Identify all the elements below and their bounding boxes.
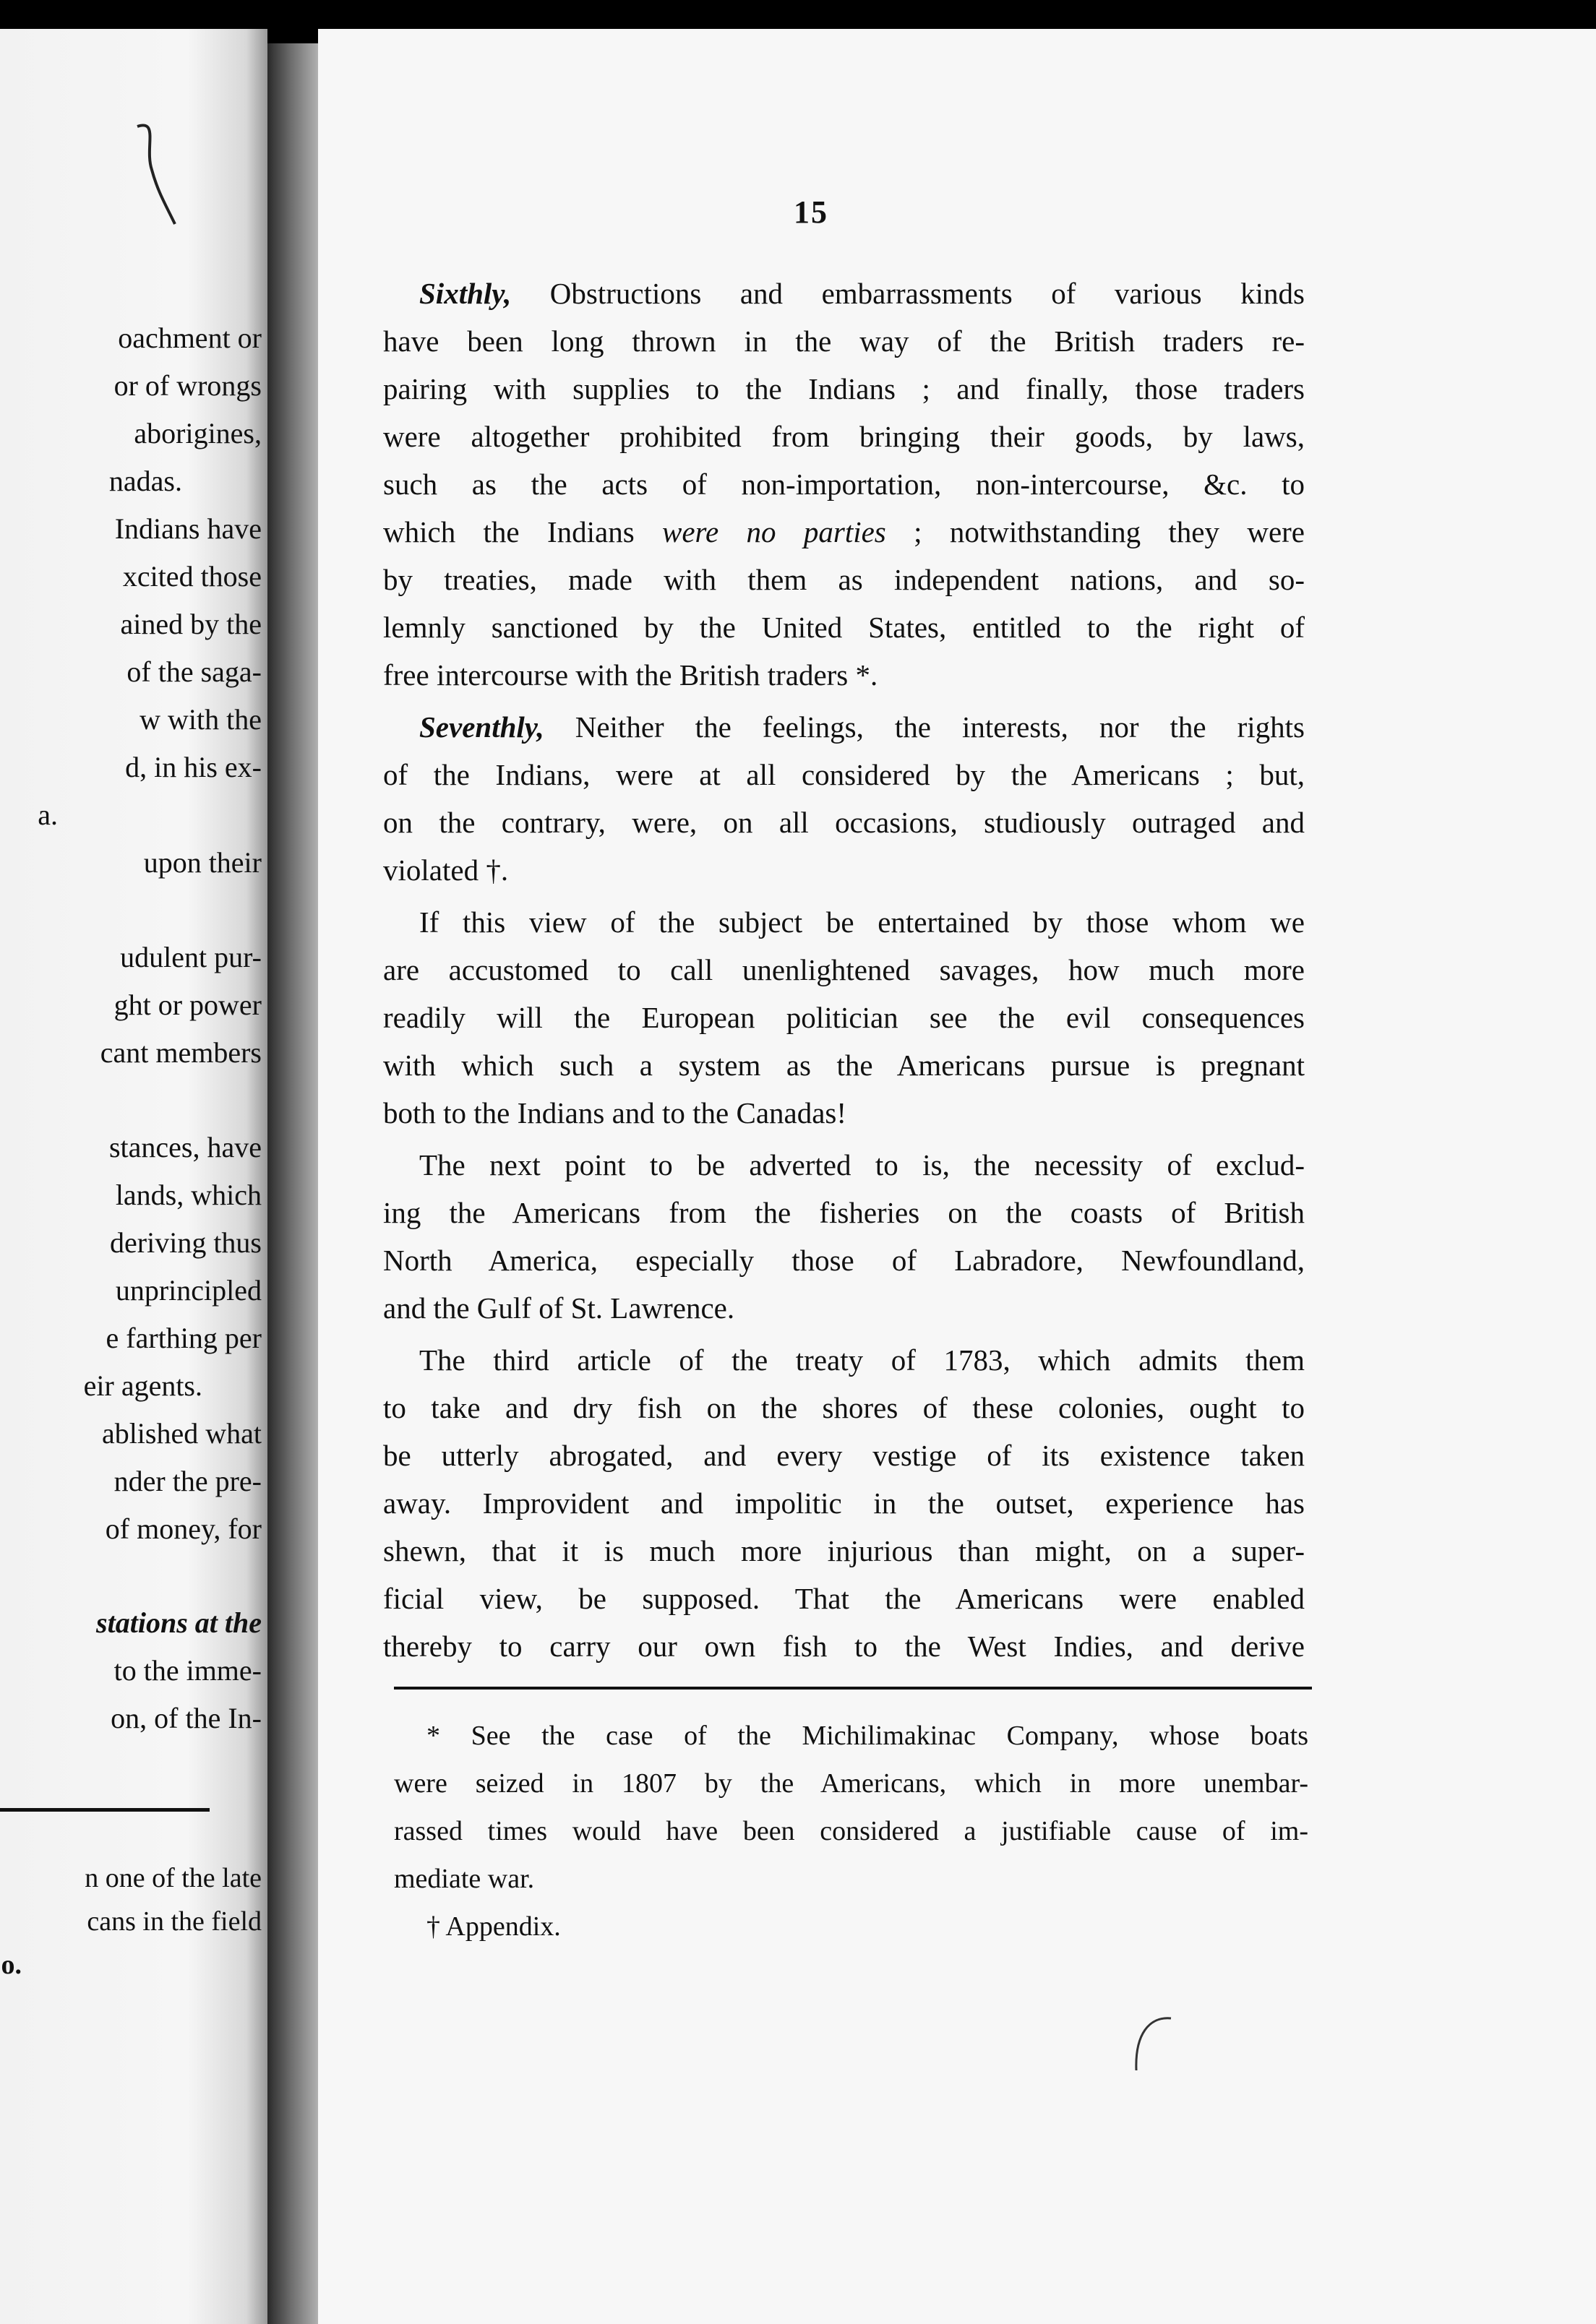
left-footnote-line: cans in the field xyxy=(87,1906,262,1937)
paragraph-1-line: free intercourse with the British traders *. xyxy=(383,658,878,692)
footnote-1-line: were seized in 1807 by the Americans, which in more unembar- xyxy=(394,1768,1308,1799)
pencil-mark-icon xyxy=(1120,2013,1178,2078)
footnote-2: † Appendix. xyxy=(426,1911,561,1942)
left-line: Indians have xyxy=(114,512,262,545)
left-line: deriving thus xyxy=(110,1226,262,1259)
paragraph-1-line: such as the acts of non-importation, non-intercourse, &c. to xyxy=(383,468,1305,501)
paragraph-5-line: The third article of the treaty of 1783, which admits them xyxy=(419,1343,1305,1377)
footnote-rule xyxy=(394,1687,1312,1690)
paragraph-3-line: readily will the European politician see the evil consequences xyxy=(383,1001,1305,1034)
paragraph-3-line: with which such a system as the Americans pursue is pregnant xyxy=(383,1049,1305,1082)
footnote-1-line: rassed times would have been considered a justifiable cause of im- xyxy=(394,1816,1308,1846)
left-line: nder the pre- xyxy=(113,1465,262,1497)
paragraph-1-line xyxy=(419,276,1305,311)
left-line: stances, have xyxy=(108,1131,262,1163)
paragraph-3-line: If this view of the subject be entertained by those whom we xyxy=(419,905,1305,939)
left-line: nadas. xyxy=(108,465,182,497)
footnote-1-line: * See the case of the Michilimakinac Company, whose boats xyxy=(426,1721,1308,1751)
paragraph-2-line: violated †. xyxy=(383,853,509,887)
footnote-1-line: mediate war. xyxy=(394,1864,535,1894)
left-line: upon their xyxy=(143,846,262,879)
left-line: e farthing per xyxy=(106,1322,262,1354)
left-line: cant members xyxy=(100,1036,262,1069)
left-line: eir agents. xyxy=(83,1369,202,1402)
left-line: of the saga- xyxy=(126,655,262,688)
paragraph-3-line: are accustomed to call unenlightened savages, how much more xyxy=(383,953,1305,986)
paragraph-1-line: have been long thrown in the way of the British traders re- xyxy=(383,324,1305,358)
left-footnote-line: n one of the late xyxy=(85,1863,262,1893)
paragraph-5-line: away. Improvident and impolitic in the outset, experience has xyxy=(383,1486,1305,1520)
paragraph-4-line: The next point to be adverted to is, the necessity of exclud- xyxy=(419,1148,1305,1182)
left-line: d, in his ex- xyxy=(125,751,262,783)
paragraph-1-line: were altogether prohibited from bringing their goods, by laws, xyxy=(383,420,1305,453)
left-line: unprincipled xyxy=(115,1274,262,1307)
left-line: lands, which xyxy=(115,1179,262,1211)
paragraph-1-line: pairing with supplies to the Indians ; and finally, those traders xyxy=(383,372,1305,405)
paragraph-5-line: thereby to carry our own fish to the West Indies, and derive xyxy=(383,1630,1305,1663)
left-line: ght or power xyxy=(113,989,262,1021)
left-footnote-rule xyxy=(0,1808,210,1812)
paragraph-2-line: of the Indians, were at all considered by the Americans ; but, xyxy=(383,758,1305,791)
paragraph-5-line: shewn, that it is much more injurious than might, on a super- xyxy=(383,1534,1305,1567)
left-line: stations at the xyxy=(96,1606,262,1639)
paragraph-1-line: by treaties, made with them as independent nations, and so- xyxy=(383,563,1305,596)
left-page-fragment xyxy=(0,29,267,2324)
paragraph-3-line: both to the Indians and to the Canadas! xyxy=(383,1096,847,1129)
left-line: w with the xyxy=(140,703,262,736)
paragraph-1-lead: Sixthly, xyxy=(419,277,512,310)
left-line: or of wrongs xyxy=(113,369,262,402)
left-line: a. xyxy=(38,799,58,831)
left-line: on, of the In- xyxy=(111,1702,262,1734)
paragraph-2-line: Seventhly, Neither the feelings, the interests, nor the rights xyxy=(419,710,1305,744)
left-line: of money, for xyxy=(105,1512,262,1545)
paragraph-4-line: and the Gulf of St. Lawrence. xyxy=(383,1291,735,1325)
page-number: 15 xyxy=(794,194,828,230)
left-line: ained by the xyxy=(120,608,262,640)
left-footnote-line: o. xyxy=(1,1950,22,1980)
paragraph-5-line: to take and dry fish on the shores of these colonies, ought to xyxy=(383,1391,1305,1424)
paragraph-5-line: ficial view, be supposed. That the Americans were enabled xyxy=(383,1582,1305,1615)
paragraph-1-line: which the Indians were no parties ; notwithstanding they were xyxy=(383,515,1305,548)
left-line: xcited those xyxy=(122,560,262,593)
left-line: aborigines, xyxy=(134,417,262,449)
paragraph-4-line: North America, especially those of Labradore, Newfoundland, xyxy=(383,1244,1305,1277)
left-line: udulent pur- xyxy=(120,941,262,973)
paragraph-4-line: ing the Americans from the fisheries on the coasts of British xyxy=(383,1196,1305,1229)
paragraph-5-line: be utterly abrogated, and every vestige of its existence taken xyxy=(383,1439,1305,1472)
left-line: oachment or xyxy=(118,322,262,354)
left-line: ablished what xyxy=(101,1417,262,1450)
handwritten-mark-icon xyxy=(130,119,181,228)
left-line: to the imme- xyxy=(113,1654,262,1687)
paragraph-1-line: lemnly sanctioned by the United States, entitled to the right of xyxy=(383,611,1305,644)
paragraph-2-line: on the contrary, were, on all occasions, studiously outraged and xyxy=(383,806,1305,839)
paragraph-1-line-rest: Obstructions and embarrassments of various kinds xyxy=(549,277,1305,310)
